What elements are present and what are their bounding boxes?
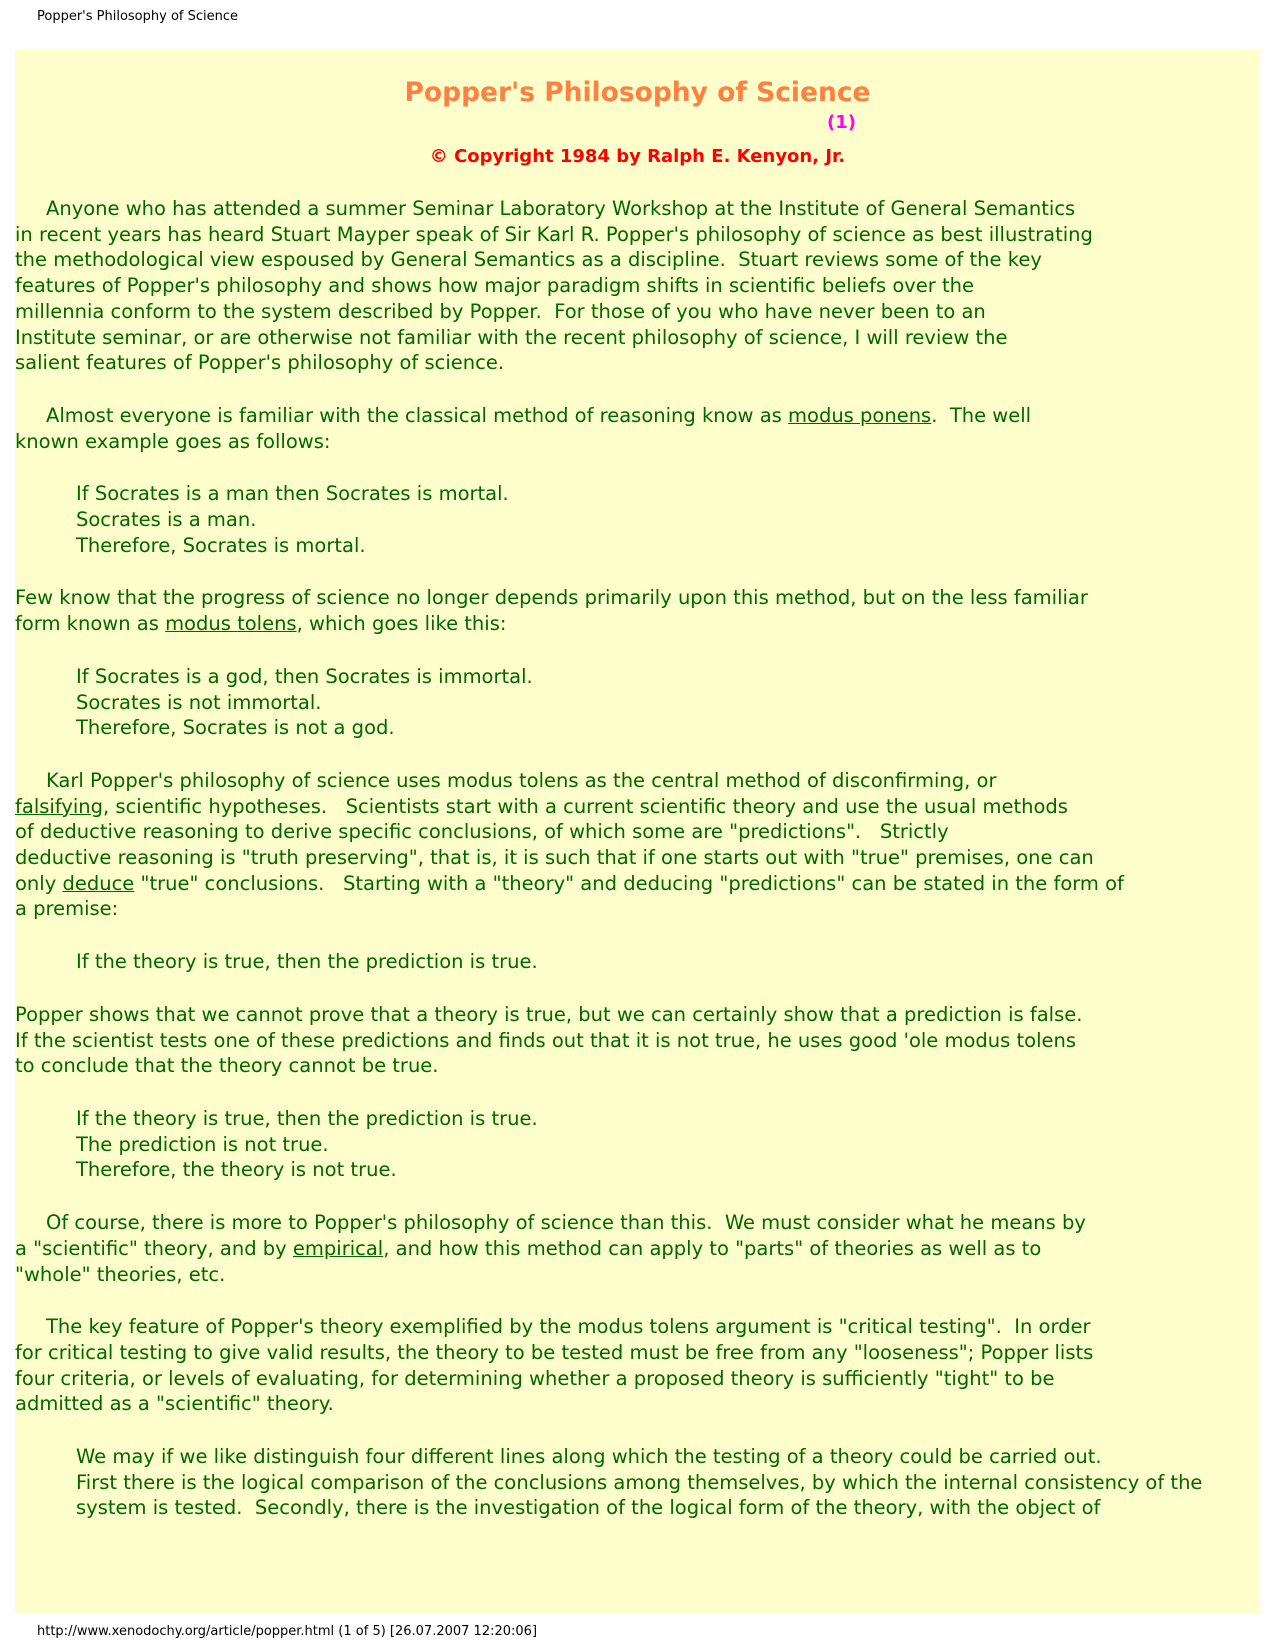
text-line: If the theory is true, then the prediction is true. xyxy=(76,1106,538,1130)
text-line: If the theory is true, then the prediction is true. xyxy=(76,950,538,974)
text-line: admitted as a "scientific" theory. xyxy=(15,1392,334,1416)
text-line: Anyone who has attended a summer Seminar Laboratory Workshop at the Institute of General Semantics xyxy=(15,197,1076,220)
text-line: We may if we like distinguish four different lines along which the testing of a theory could be carried out. xyxy=(76,1445,1102,1469)
syllogism-tolens xyxy=(15,664,1260,741)
text-line: to conclude that the theory cannot be true. xyxy=(15,1054,439,1078)
text-line: of deductive reasoning to derive specific conclusions, of which some are "predictions". Strictly xyxy=(15,820,949,844)
article-page xyxy=(15,50,1260,1613)
text-line: Almost everyone is familiar with the classical method of reasoning know as modus ponens. The well xyxy=(15,403,1032,427)
article-title: Popper's Philosophy of Science xyxy=(404,77,871,108)
copyright-notice: © Copyright 1984 by Ralph E. Kenyon, Jr. xyxy=(429,146,846,167)
paragraph-intro xyxy=(15,196,1260,376)
text-line: known example goes as follows: xyxy=(15,429,331,453)
text-line: deductive reasoning is "truth preserving", that is, it is such that if one starts out with "true" premises, one can xyxy=(15,846,1094,870)
text-line: Therefore, the theory is not true. xyxy=(76,1158,397,1182)
paragraph-falsifying xyxy=(15,768,1260,922)
block-quote xyxy=(15,1444,1260,1521)
premise xyxy=(15,949,1260,975)
syllogism-theory xyxy=(15,1106,1260,1183)
print-header-title: Popper's Philosophy of Science xyxy=(37,9,239,24)
link-falsifying[interactable]: falsifying xyxy=(15,794,104,818)
text-line: falsifying, scientific hypotheses. Scientists start with a current scientific theory and use the usual methods xyxy=(15,794,1068,818)
text-line: only deduce "true" conclusions. Starting with a "theory" and deducing "predictions" can be stated in the form of xyxy=(15,871,1124,895)
text-line: features of Popper's philosophy and shows how major paradigm shifts in scientific beliefs over the xyxy=(15,274,975,298)
text-line: If Socrates is a god, then Socrates is immortal. xyxy=(76,664,533,688)
text-line: system is tested. Secondly, there is the investigation of the logical form of the theory, with the object of xyxy=(76,1496,1101,1520)
text-line: The prediction is not true. xyxy=(76,1132,329,1156)
text-line: salient features of Popper's philosophy of science. xyxy=(15,351,505,375)
print-footer-url: http://www.xenodochy.org/article/popper.html (1 of 5) [26.07.2007 12:20:06] xyxy=(37,1624,538,1639)
text-line: for critical testing to give valid results, the theory to be tested must be free from any "looseness"; Popper lists xyxy=(15,1340,1094,1364)
text-line: "whole" theories, etc. xyxy=(15,1262,226,1286)
link-deduce[interactable]: deduce xyxy=(62,871,135,895)
text-line: the methodological view espoused by General Semantics as a discipline. Stuart reviews some of the key xyxy=(15,248,1042,272)
paragraph-modus-ponens xyxy=(15,403,1260,454)
link-modus-ponens[interactable]: modus ponens xyxy=(788,403,932,427)
text-line: Socrates is a man. xyxy=(76,508,257,532)
link-modus-tolens[interactable]: modus tolens xyxy=(165,612,297,636)
text-line: Socrates is not immortal. xyxy=(76,690,322,714)
text-line: Of course, there is more to Popper's philosophy of science than this. We must consider what he means by xyxy=(15,1211,1086,1235)
paragraph-of-course xyxy=(15,1210,1260,1287)
text-line: Popper shows that we cannot prove that a theory is true, but we can certainly show that a prediction is false. xyxy=(15,1002,1083,1026)
text-line: First there is the logical comparison of the conclusions among themselves, by which the internal consistency of the xyxy=(76,1470,1203,1494)
footnote-link[interactable]: (1) xyxy=(827,112,856,133)
text-line: Institute seminar, or are otherwise not familiar with the recent philosophy of science, I will review the xyxy=(15,325,1008,349)
text-line: The key feature of Popper's theory exemplified by the modus tolens argument is "critical testing". In order xyxy=(15,1315,1091,1339)
text-line: If Socrates is a man then Socrates is mortal. xyxy=(76,482,509,506)
paragraph-critical-testing xyxy=(15,1314,1260,1417)
text-line: in recent years has heard Stuart Mayper speak of Sir Karl R. Popper's philosophy of science as best illustrating xyxy=(15,222,1093,246)
text-line: Karl Popper's philosophy of science uses modus tolens as the central method of disconfirming, or xyxy=(15,768,997,792)
text-line: Therefore, Socrates is not a god. xyxy=(76,716,395,740)
paragraph-modus-tolens xyxy=(15,585,1260,636)
text-line: Few know that the progress of science no longer depends primarily upon this method, but on the less familiar xyxy=(15,586,1088,610)
text-line: form known as modus tolens, which goes like this: xyxy=(15,612,507,636)
syllogism-ponens xyxy=(15,481,1260,558)
link-empirical[interactable]: empirical xyxy=(292,1236,384,1260)
text-line: a "scientific" theory, and by empirical, and how this method can apply to "parts" of theories as well as to xyxy=(15,1236,1042,1260)
article-body xyxy=(15,196,1260,1521)
text-line: If the scientist tests one of these predictions and finds out that it is not true, he uses good 'ole modus tolens xyxy=(15,1028,1077,1052)
paragraph-popper-shows xyxy=(15,1002,1260,1079)
text-line: millennia conform to the system described by Popper. For those of you who have never been to an xyxy=(15,299,986,323)
text-line: Therefore, Socrates is mortal. xyxy=(76,533,366,557)
text-line: four criteria, or levels of evaluating, for determining whether a proposed theory is sufficiently "tight" to be xyxy=(15,1366,1055,1390)
text-line: a premise: xyxy=(15,897,119,921)
